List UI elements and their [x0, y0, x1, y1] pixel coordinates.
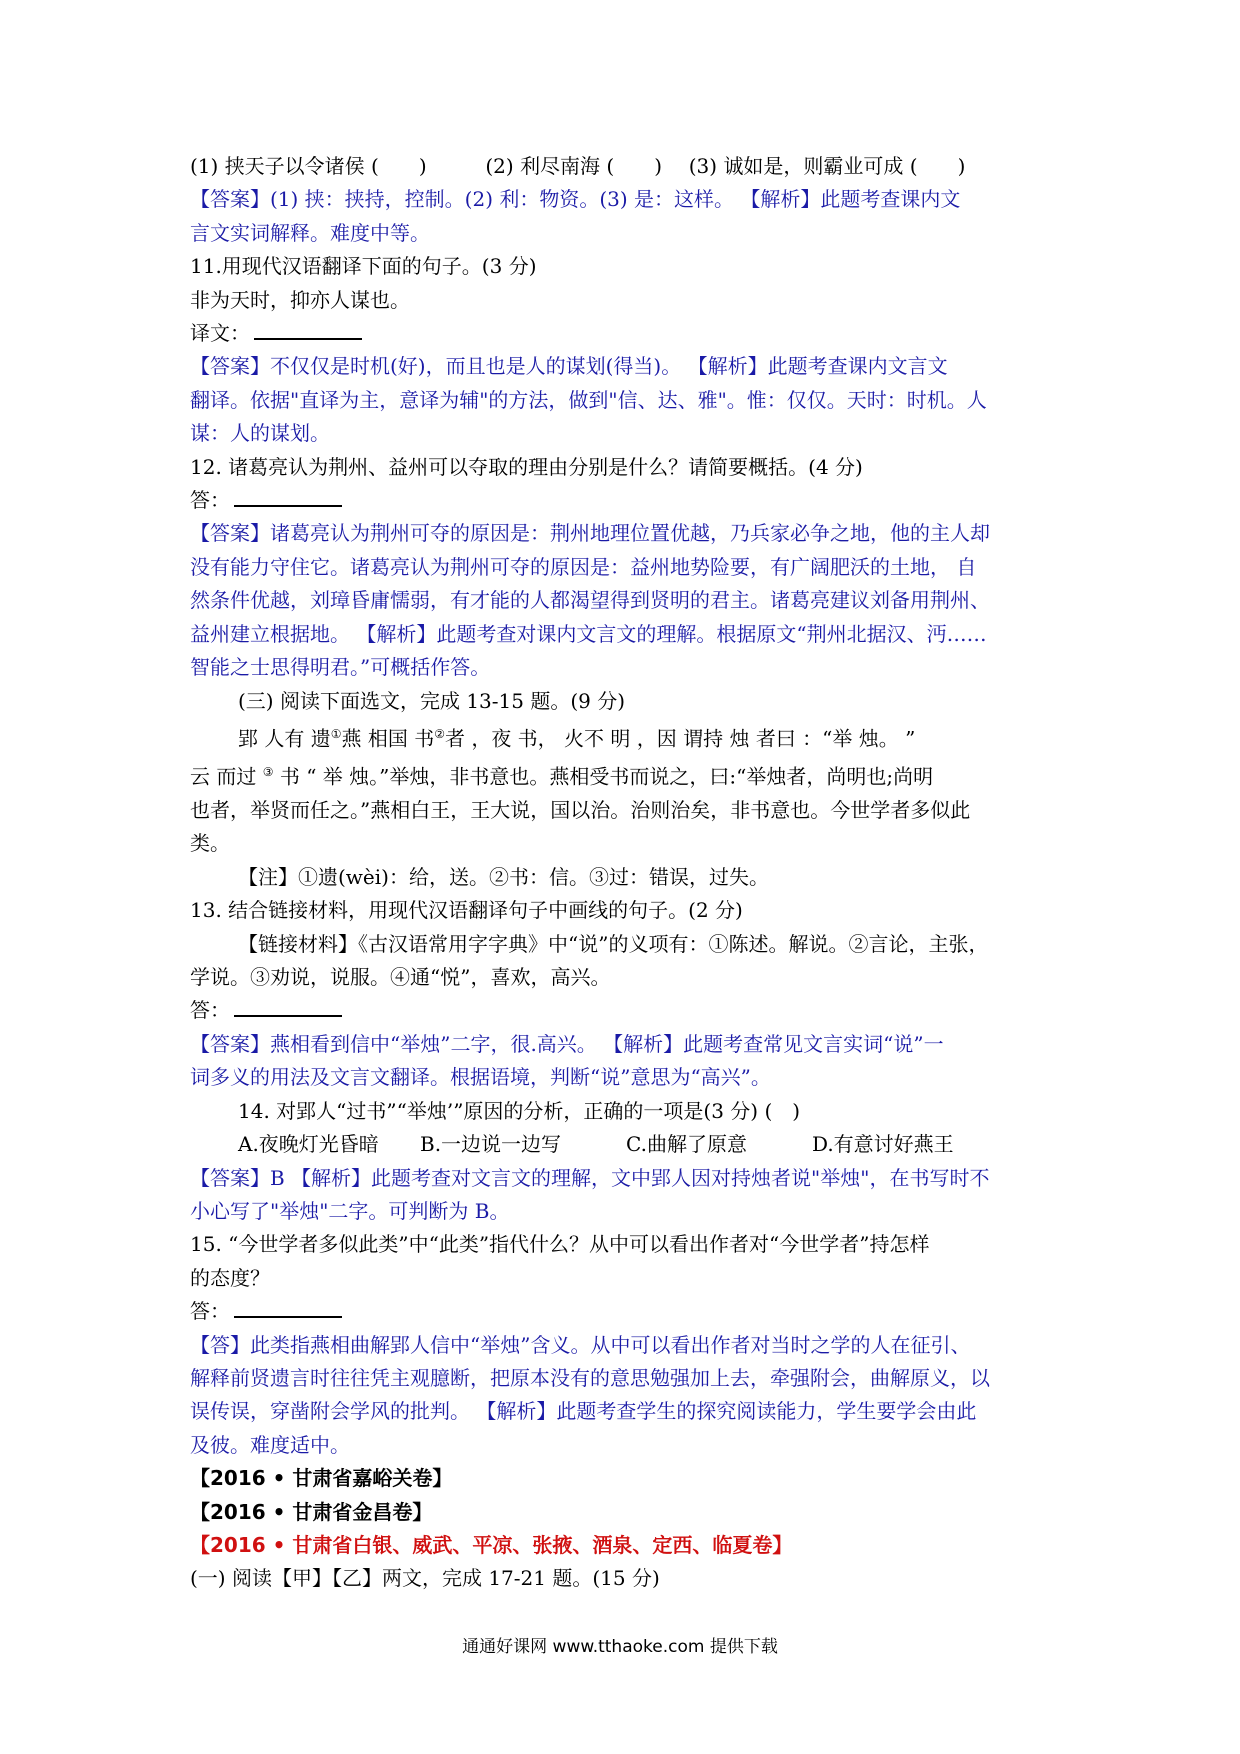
q12-answer-1: 【答案】诸葛亮认为荆州可夺的原因是：荆州地理位置优越，乃兵家必争之地，他的主人却	[190, 521, 990, 546]
q13-answer-2: 词多义的用法及文言文翻译。根据语境，判断“说”意思为“高兴”。	[190, 1065, 771, 1090]
section-heading-jiayuguan: 【2016 • 甘肃省嘉峪关卷】	[190, 1466, 453, 1491]
footnote-mark: ①	[330, 726, 342, 741]
passage-line-4: 类。	[190, 831, 230, 856]
passage-text: 云 而过	[190, 764, 257, 789]
q15-answer-4: 及彼。难度适中。	[190, 1432, 350, 1457]
q13-stem: 13. 结合链接材料，用现代汉语翻译句子中画线的句子。(2 分)	[190, 898, 743, 923]
option-d: D.有意讨好燕王	[812, 1132, 954, 1157]
q10-item-1: (1) 挟天子以令诸侯 ( )	[190, 154, 427, 178]
q13-answer-1: 【答案】燕相看到信中“举烛”二字，很.高兴。 【解析】此题考查常见文言实词“说”一	[190, 1031, 944, 1056]
footnote-mark: ②	[434, 726, 445, 741]
page-footer: 通通好课网 www.tthaoke.com 提供下载	[462, 1637, 778, 1657]
q10-item-3: (3) 诚如是，则霸业可成 ( )	[688, 154, 966, 178]
q12-answer-2: 没有能力守住它。诸葛亮认为荆州可夺的原因是：益州地势险要，有广阔肥沃的土地， 自	[190, 554, 977, 579]
q13-label: 答：	[190, 998, 230, 1023]
passage-line-3: 也者，举贤而任之。”燕相白王，王大说，国以治。治则治矣，非书意也。今世学者多似此	[190, 798, 971, 823]
q10-answer-line-2: 言文实词解释。难度中等。	[190, 220, 430, 245]
q14-stem: 14. 对郢人“过书”“举烛’”原因的分析，正确的一项是(3 分) ( )	[238, 1098, 801, 1123]
passage-line-2	[190, 756, 1060, 794]
q15-answer-2: 解释前贤遗言时往往凭主观臆断，把原本没有的意思勉强加上去，牵强附会，曲解原义，以	[190, 1365, 990, 1390]
passage-text: 书 “ 举 烛。”举烛，非书意也。燕相受书而说之，曰:“举烛者，尚明也;尚明	[279, 764, 934, 789]
q10-item-2: (2) 利尽南海 ( )	[485, 154, 663, 178]
q11-answer-line	[190, 317, 1060, 350]
q12-answer-4: 益州建立根据地。 【解析】此题考查对课内文言文的理解。根据原文“荆州北据汉、沔……	[190, 621, 987, 646]
option-c: C.曲解了原意	[626, 1132, 747, 1157]
answer-blank	[234, 485, 342, 507]
q15-stem-2: 的态度？	[190, 1265, 270, 1290]
passage-text: 郢 人有 遗	[238, 726, 331, 751]
q15-stem-1: 15. “今世学者多似此类”中“此类”指代什么？从中可以看出作者对“今世学者”持怎样	[190, 1232, 930, 1257]
q14-options	[190, 1128, 1060, 1161]
q11-answer-1: 【答案】不仅仅是时机(好)，而且也是人的谋划(得当)。 【解析】此题考查课内文言文	[190, 354, 948, 379]
passage-text: 燕 相国 书	[341, 726, 435, 751]
q13-link-1: 【链接材料】《古汉语常用字字典》中“说”的义项有：①陈述。解说。②言论，主张，	[238, 931, 989, 956]
q12-answer-5: 智能之士思得明君。”可概括作答。	[190, 655, 491, 680]
q15-answer-1: 【答】此类指燕相曲解郢人信中“举烛”含义。从中可以看出作者对当时之学的人在征引、	[190, 1332, 971, 1357]
section-heading-baiyin: 【2016 • 甘肃省白银、威武、平凉、张掖、酒泉、定西、临夏卷】	[190, 1532, 793, 1557]
q14-answer-2: 小心写了"举烛"二字。可判断为 B。	[190, 1198, 510, 1223]
q13-answer-line	[190, 994, 1060, 1027]
q12-answer-line	[190, 484, 1060, 517]
footnote-mark: ③	[262, 764, 274, 779]
next-section-intro: (一) 阅读【甲】【乙】两文，完成 17-21 题。(15 分)	[190, 1566, 660, 1591]
section-heading-jinchang: 【2016 • 甘肃省金昌卷】	[190, 1499, 433, 1524]
passage-note: 【注】①遗(wèi)：给，送。②书：信。③过：错误，过失。	[238, 864, 769, 889]
q13-link-2: 学说。③劝说，说服。④通“悦”，喜欢，高兴。	[190, 965, 611, 990]
q12-stem: 12. 诸葛亮认为荆州、益州可以夺取的理由分别是什么？请简要概括。(4 分)	[190, 454, 863, 479]
q14-answer-1: 【答案】B 【解析】此题考查对文言文的理解，文中郢人因对持烛者说"举烛"，在书写时不	[190, 1165, 990, 1190]
q12-answer-3: 然条件优越，刘璋昏庸懦弱，有才能的人都渴望得到贤明的君主。诸葛亮建议刘备用荆州、	[190, 588, 990, 613]
q12-label: 答：	[190, 488, 230, 513]
q15-answer-3: 误传误，穿凿附会学风的批判。 【解析】此题考查学生的探究阅读能力，学生要学会由此	[190, 1399, 977, 1424]
q10-items	[190, 150, 1060, 183]
q11-answer-3: 谋：人的谋划。	[190, 421, 330, 446]
q11-answer-2: 翻译。依据"直译为主，意译为辅"的方法，做到"信、达、雅"。惟：仅仅。天时：时机。人	[190, 387, 987, 412]
document-page	[190, 150, 1060, 1596]
passage-text: 者 ，夜 书， 火不 明 ，因 谓持 烛 者曰 ：“举 烛。 ”	[444, 726, 916, 751]
answer-blank	[234, 995, 342, 1017]
q11-stem: 11.用现代汉语翻译下面的句子。(3 分)	[190, 254, 537, 279]
q11-sentence: 非为天时，抑亦人谋也。	[190, 287, 410, 312]
passage-line-1	[190, 718, 1060, 756]
q15-label: 答：	[190, 1299, 230, 1324]
option-b: B.一边说一边写	[420, 1132, 562, 1157]
answer-blank	[254, 318, 362, 340]
q11-label: 译文：	[190, 321, 250, 346]
option-a: A.夜晚灯光昏暗	[238, 1132, 379, 1157]
q15-answer-line	[190, 1295, 1060, 1328]
passage-intro: (三) 阅读下面选文，完成 13-15 题。(9 分)	[238, 688, 626, 713]
answer-blank	[234, 1296, 342, 1318]
q10-answer-line-1: 【答案】(1) 挟：挟持，控制。(2) 利：物资。(3) 是：这样。 【解析】此题考查课内文	[190, 187, 961, 212]
